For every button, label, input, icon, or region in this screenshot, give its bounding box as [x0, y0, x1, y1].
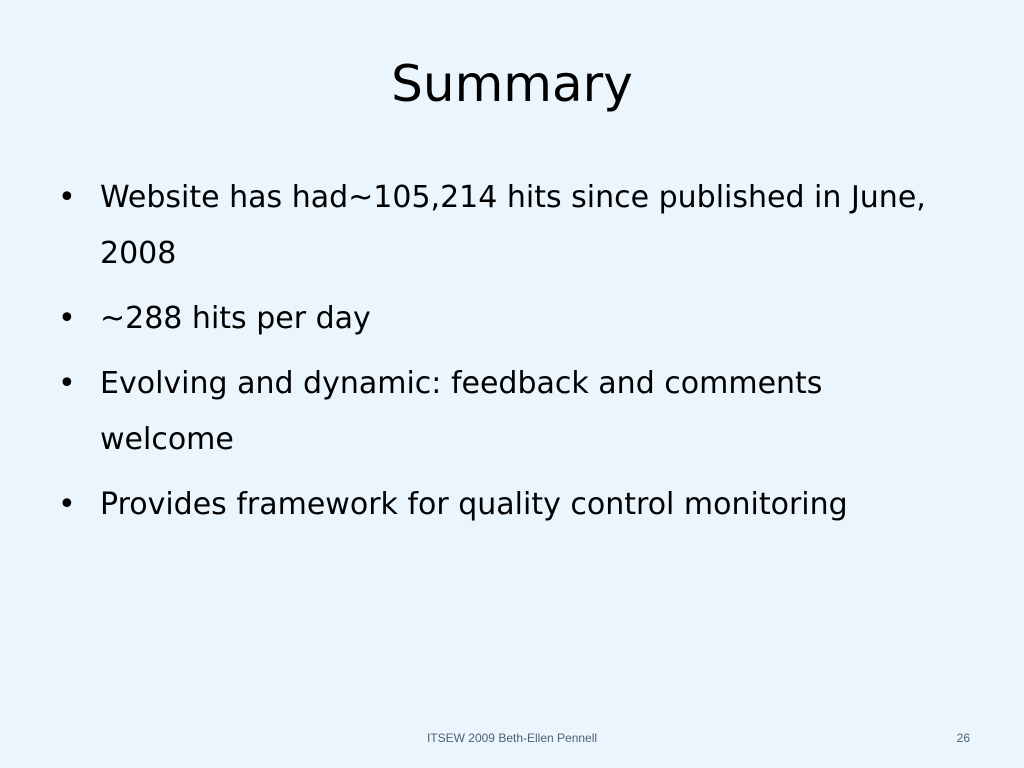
bullet-icon: •	[58, 301, 76, 336]
slide-footer: ITSEW 2009 Beth-Ellen Pennell	[426, 731, 598, 745]
bullet-text: Provides framework for quality control monitoring	[100, 487, 848, 522]
page-number: 26	[956, 731, 970, 745]
slide-title: Summary	[391, 55, 633, 113]
bullet-item-2	[58, 291, 958, 347]
bullet-item-3	[58, 356, 958, 468]
bullet-item-1	[58, 170, 958, 282]
bullet-text: Website has had~105,214 hits since published in June, 2008	[100, 180, 926, 271]
bullet-text: ~288 hits per day	[100, 301, 371, 336]
bullet-text: Evolving and dynamic: feedback and comments welcome	[100, 366, 823, 457]
bullet-list	[58, 170, 958, 542]
bullet-icon: •	[58, 487, 76, 522]
bullet-icon: •	[58, 180, 76, 215]
bullet-item-4	[58, 477, 958, 533]
bullet-icon: •	[58, 366, 76, 401]
